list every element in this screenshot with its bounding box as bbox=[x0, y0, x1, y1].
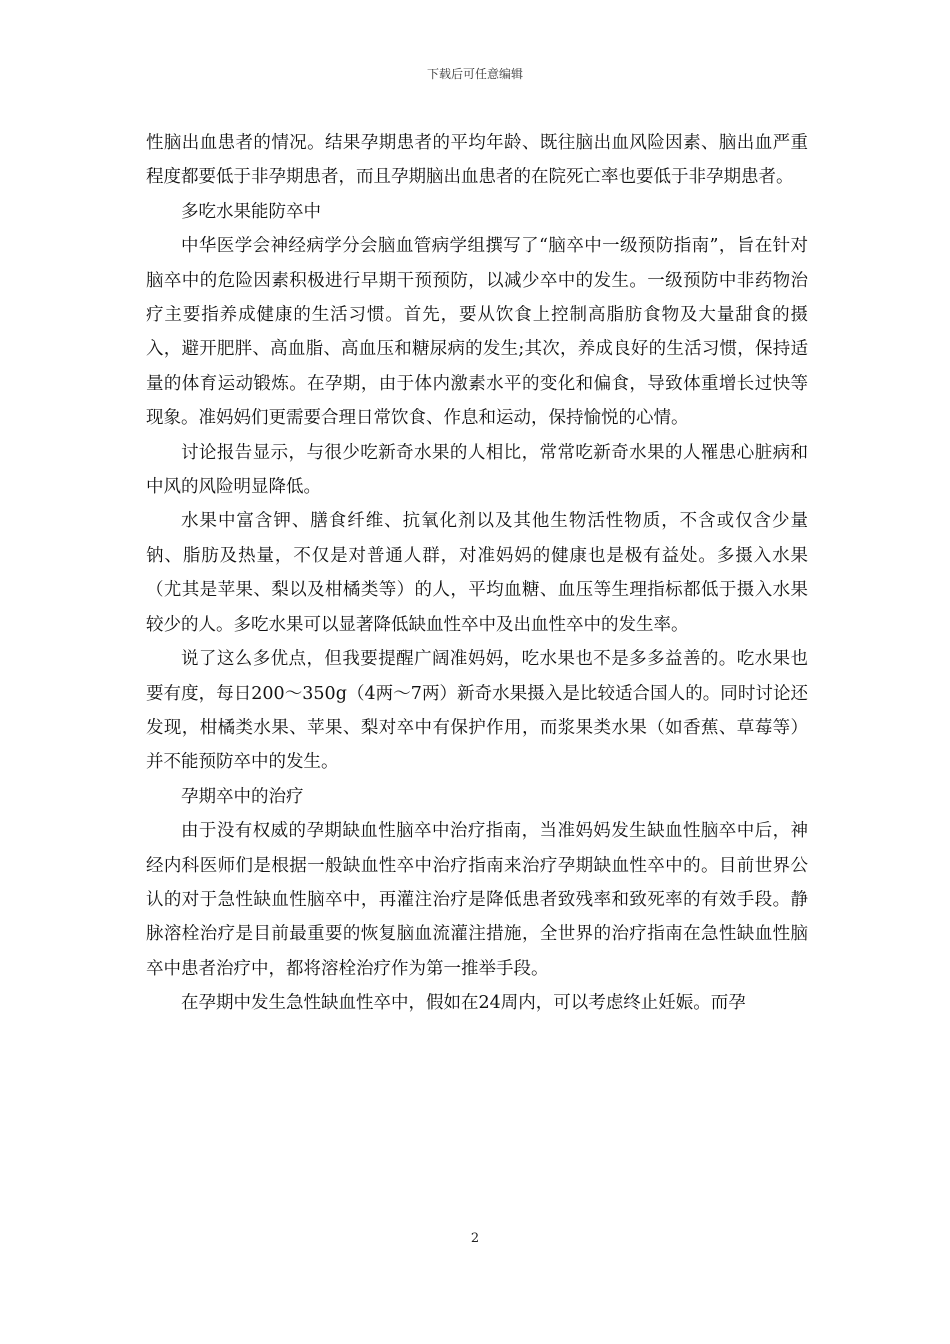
section-heading-treatment: 孕期卒中的治疗 bbox=[181, 786, 304, 807]
paragraph-continued: 性脑出血患者的情况。结果孕期患者的平均年龄、既往脑出血风险因素、脑出血严重程度都要低于非孕期患者，而且孕期脑出血患者的在院死亡率也要低于非孕期患者。 bbox=[146, 133, 808, 188]
paragraph-guideline: 中华医学会神经病学分会脑血管病学组撰写了“脑卒中一级预防指南”，旨在针对脑卒中的危险因素积极进行早期干预预防，以减少卒中的发生。一级预防中非药物治疗主要指养成健康的生活习惯。首先，要从饮食上控制高脂肪食物及大量甜食的摄入，避开肥胖、高血脂、高血压和糖尿病的发生;其次，养成良好的生活习惯，保持适量的体育运动锻炼。在孕期，由于体内激素水平的变化和偏食，导致体重增长过快等现象。准妈妈们更需要合理日常饮食、作息和运动，保持愉悦的心情。 bbox=[146, 236, 808, 429]
paragraph-report: 讨论报告显示，与很少吃新奇水果的人相比，常常吃新奇水果的人罹患心脏病和中风的风险明显降低。 bbox=[146, 442, 808, 498]
section-heading-fruit: 多吃水果能防卒中 bbox=[181, 201, 321, 222]
document-body bbox=[146, 126, 808, 1021]
page-header-note: 下载后可任意编辑 bbox=[426, 67, 523, 81]
paragraph-treatment: 由于没有权威的孕期缺血性脑卒中治疗指南，当准妈妈发生缺血性脑卒中后，神经内科医师们是根据一般缺血性卒中治疗指南来治疗孕期缺血性卒中的。目前世界公认的对于急性缺血性脑卒中，再灌注治疗是降低患者致残率和致死率的有效手段。静脉溶栓治疗是目前最重要的恢复脑血流灌注措施，全世界的治疗指南在急性缺血性脑卒中患者治疗中，都将溶栓治疗作为第一推举手段。 bbox=[146, 821, 808, 979]
paragraph-pregnancy-stroke: 在孕期中发生急性缺血性卒中，假如在24周内，可以考虑终止妊娠。而孕 bbox=[181, 993, 746, 1014]
paragraph-fruit-moderation: 说了这么多优点，但我要提醒广阔准妈妈，吃水果也不是多多益善的。吃水果也要有度，每日200～350g（4两～7两）新奇水果摄入是比较适合国人的。同时讨论还发现，柑橘类水果、苹果、梨对卒中有保护作用，而浆果类水果（如香蕉、草莓等）并不能预防卒中的发生。 bbox=[146, 649, 808, 773]
paragraph-fruit-nutrients: 水果中富含钾、膳食纤维、抗氧化剂以及其他生物活性物质，不含或仅含少量钠、脂肪及热量，不仅是对普通人群，对准妈妈的健康也是极有益处。多摄入水果（尤其是苹果、梨以及柑橘类等）的人，平均血糖、血压等生理指标都低于摄入水果较少的人。多吃水果可以显著降低缺血性卒中及出血性卒中的发生率。 bbox=[146, 511, 808, 635]
page-number: 2 bbox=[470, 1231, 480, 1246]
